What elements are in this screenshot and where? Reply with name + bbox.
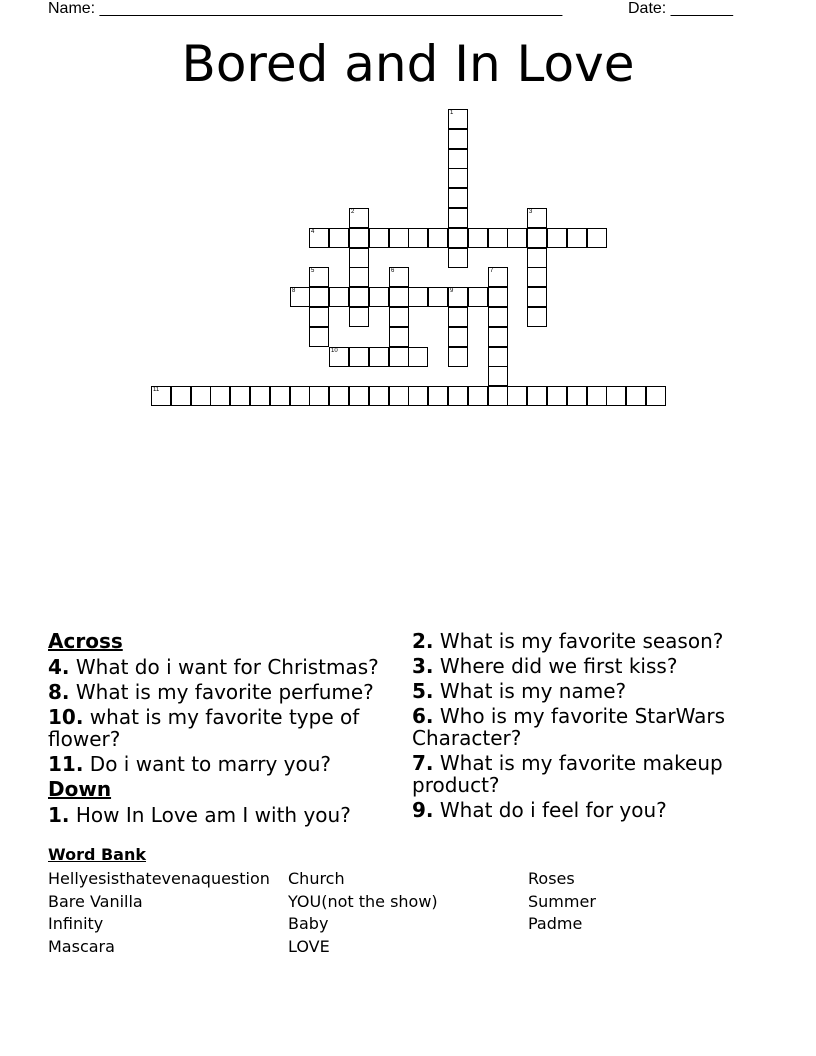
- crossword-cell[interactable]: [250, 386, 270, 406]
- crossword-cell[interactable]: [329, 386, 349, 406]
- crossword-cell[interactable]: [527, 248, 547, 268]
- crossword-cell[interactable]: [309, 267, 329, 287]
- crossword-cell[interactable]: [507, 386, 527, 406]
- word-bank-column: [288, 868, 438, 959]
- clue-number: 10.: [48, 705, 84, 729]
- clue-number: 1.: [48, 803, 70, 827]
- cell-number: 5: [311, 268, 315, 274]
- crossword-cell[interactable]: [488, 228, 508, 248]
- crossword-cell[interactable]: [527, 307, 547, 327]
- crossword-cell[interactable]: [488, 287, 508, 307]
- crossword-cell[interactable]: [488, 366, 508, 386]
- crossword-cell[interactable]: [309, 386, 329, 406]
- word-bank-item: Roses: [528, 869, 575, 888]
- crossword-cell[interactable]: [210, 386, 230, 406]
- clues-left-column: [48, 630, 398, 829]
- crossword-cell[interactable]: [369, 228, 389, 248]
- across-clue-4: [48, 656, 398, 678]
- clue-number: 3.: [412, 654, 434, 678]
- clue-number: 9.: [412, 798, 434, 822]
- crossword-cell[interactable]: [448, 386, 468, 406]
- clue-text: What is my favorite makeup product?: [412, 751, 723, 797]
- crossword-cell[interactable]: [309, 327, 329, 347]
- clue-text: what is my favorite type of flower?: [48, 705, 360, 751]
- crossword-cell[interactable]: [389, 327, 409, 347]
- crossword-cell[interactable]: [408, 347, 428, 367]
- crossword-cell[interactable]: [329, 287, 349, 307]
- page-title: Bored and In Love: [181, 35, 635, 93]
- crossword-cell[interactable]: [230, 386, 250, 406]
- crossword-cell[interactable]: [369, 347, 389, 367]
- cell-number: 4: [311, 229, 315, 235]
- crossword-cell[interactable]: [389, 386, 409, 406]
- clue-number: 6.: [412, 704, 434, 728]
- word-bank-title: Word Bank: [48, 845, 147, 864]
- cell-number: 1: [450, 110, 454, 116]
- crossword-cell[interactable]: [270, 386, 290, 406]
- crossword-cell[interactable]: [389, 347, 409, 367]
- crossword-cell[interactable]: [488, 267, 508, 287]
- clue-number: 8.: [48, 680, 70, 704]
- word-bank-item: Hellyesisthatevenaquestion: [48, 869, 270, 888]
- word-bank-column: [528, 868, 596, 936]
- crossword-cell[interactable]: [428, 228, 448, 248]
- crossword-cell[interactable]: [428, 386, 448, 406]
- crossword-cell[interactable]: [448, 129, 468, 149]
- word-bank-item: Summer: [528, 891, 596, 911]
- crossword-cell[interactable]: [448, 248, 468, 268]
- cell-number: 10: [331, 348, 338, 354]
- crossword-cell[interactable]: [448, 168, 468, 188]
- clue-text: Where did we first kiss?: [439, 654, 678, 678]
- crossword-cell[interactable]: [488, 347, 508, 367]
- crossword-cell[interactable]: [488, 307, 508, 327]
- down-clue-1: [48, 804, 398, 826]
- across-clue-8: [48, 681, 398, 703]
- down-clue-7: [412, 752, 772, 796]
- crossword-cell[interactable]: [349, 248, 369, 268]
- crossword-cell[interactable]: [369, 287, 389, 307]
- crossword-cell[interactable]: [646, 386, 666, 406]
- crossword-cell[interactable]: [527, 267, 547, 287]
- crossword-cell[interactable]: [527, 386, 547, 406]
- crossword-cell[interactable]: [309, 307, 329, 327]
- clue-number: 5.: [412, 679, 434, 703]
- crossword-cell[interactable]: [567, 228, 587, 248]
- crossword-cell[interactable]: [349, 287, 369, 307]
- clue-text: What is my favorite perfume?: [75, 680, 374, 704]
- down-heading: Down: [48, 777, 112, 801]
- word-bank-item: Church: [288, 869, 345, 888]
- clue-number: 11.: [48, 752, 84, 776]
- crossword-cell[interactable]: [309, 228, 329, 248]
- clue-text: How In Love am I with you?: [75, 803, 351, 827]
- crossword-cell[interactable]: [408, 287, 428, 307]
- crossword-cell[interactable]: [626, 386, 646, 406]
- clue-number: 7.: [412, 751, 434, 775]
- crossword-cell[interactable]: [448, 287, 468, 307]
- crossword-cell[interactable]: [389, 267, 409, 287]
- word-bank-item: Padme: [528, 914, 583, 934]
- clue-text: Who is my favorite StarWars Character?: [412, 704, 725, 750]
- clue-text: What is my name?: [439, 679, 627, 703]
- clue-text: What do i want for Christmas?: [75, 655, 379, 679]
- clue-number: 2.: [412, 629, 434, 653]
- word-bank-item: Baby: [288, 914, 329, 934]
- crossword-cell[interactable]: [428, 287, 448, 307]
- crossword-cell[interactable]: [448, 228, 468, 248]
- crossword-cell[interactable]: [587, 386, 607, 406]
- cell-number: 11: [153, 387, 160, 393]
- word-bank-item: Mascara: [48, 937, 115, 957]
- cell-number: 3: [529, 209, 533, 215]
- crossword-cell[interactable]: [448, 208, 468, 228]
- down-clue-3: [412, 655, 772, 677]
- down-clue-9: [412, 799, 772, 821]
- crossword-cell[interactable]: [507, 228, 527, 248]
- crossword-cell[interactable]: [349, 228, 369, 248]
- crossword-cell[interactable]: [369, 386, 389, 406]
- crossword-cell[interactable]: [290, 287, 310, 307]
- crossword-cell[interactable]: [587, 228, 607, 248]
- down-clue-6: [412, 705, 772, 749]
- across-heading: Across: [48, 629, 123, 653]
- crossword-cell[interactable]: [290, 386, 310, 406]
- clue-text: What is my favorite season?: [439, 629, 724, 653]
- down-clue-2: [412, 630, 772, 652]
- cell-number: 9: [450, 288, 454, 294]
- crossword-cell[interactable]: [389, 287, 409, 307]
- crossword-cell[interactable]: [389, 228, 409, 248]
- crossword-cell[interactable]: [488, 327, 508, 347]
- crossword-cell[interactable]: [448, 149, 468, 169]
- crossword-cell[interactable]: [468, 287, 488, 307]
- word-bank-item: Bare Vanilla: [48, 891, 143, 911]
- date-field-line: Date: _______: [628, 0, 733, 17]
- crossword-cell[interactable]: [527, 287, 547, 307]
- cell-number: 8: [292, 288, 296, 294]
- crossword-cell[interactable]: [488, 386, 508, 406]
- crossword-cell[interactable]: [448, 327, 468, 347]
- crossword-cell[interactable]: [448, 188, 468, 208]
- word-bank-item: YOU(not the show): [288, 891, 438, 911]
- cell-number: 2: [351, 209, 355, 215]
- across-clue-10: [48, 706, 398, 750]
- crossword-cell[interactable]: [527, 228, 547, 248]
- crossword-cell[interactable]: [349, 347, 369, 367]
- crossword-cell[interactable]: [567, 386, 587, 406]
- crossword-cell[interactable]: [408, 386, 428, 406]
- across-clue-11: [48, 753, 398, 775]
- crossword-cell[interactable]: [349, 208, 369, 228]
- clue-text: What do i feel for you?: [439, 798, 667, 822]
- crossword-cell[interactable]: [349, 307, 369, 327]
- clues-right-column: [412, 630, 772, 824]
- crossword-cell[interactable]: [329, 347, 349, 367]
- crossword-cell[interactable]: [448, 109, 468, 129]
- crossword-cell[interactable]: [171, 386, 191, 406]
- clue-text: Do i want to marry you?: [89, 752, 332, 776]
- crossword-cell[interactable]: [606, 386, 626, 406]
- crossword-cell[interactable]: [468, 386, 488, 406]
- crossword-cell[interactable]: [527, 208, 547, 228]
- clue-number: 4.: [48, 655, 70, 679]
- crossword-cell[interactable]: [547, 228, 567, 248]
- crossword-cell[interactable]: [329, 228, 349, 248]
- crossword-cell[interactable]: [468, 228, 488, 248]
- down-clue-5: [412, 680, 772, 702]
- crossword-cell[interactable]: [151, 386, 171, 406]
- word-bank-item: Infinity: [48, 914, 104, 934]
- crossword-grid: [0, 0, 816, 420]
- cell-number: 6: [391, 268, 395, 274]
- name-field-line: Name: ____________________________________________________: [48, 0, 563, 17]
- crossword-cell[interactable]: [448, 307, 468, 327]
- crossword-cell[interactable]: [408, 228, 428, 248]
- crossword-cell[interactable]: [309, 287, 329, 307]
- crossword-cell[interactable]: [349, 267, 369, 287]
- crossword-cell[interactable]: [547, 386, 567, 406]
- word-bank-item: LOVE: [288, 937, 330, 957]
- word-bank-column: [48, 868, 270, 959]
- crossword-cell[interactable]: [191, 386, 211, 406]
- cell-number: 7: [490, 268, 494, 274]
- crossword-cell[interactable]: [448, 347, 468, 367]
- crossword-cell[interactable]: [349, 386, 369, 406]
- crossword-cell[interactable]: [389, 307, 409, 327]
